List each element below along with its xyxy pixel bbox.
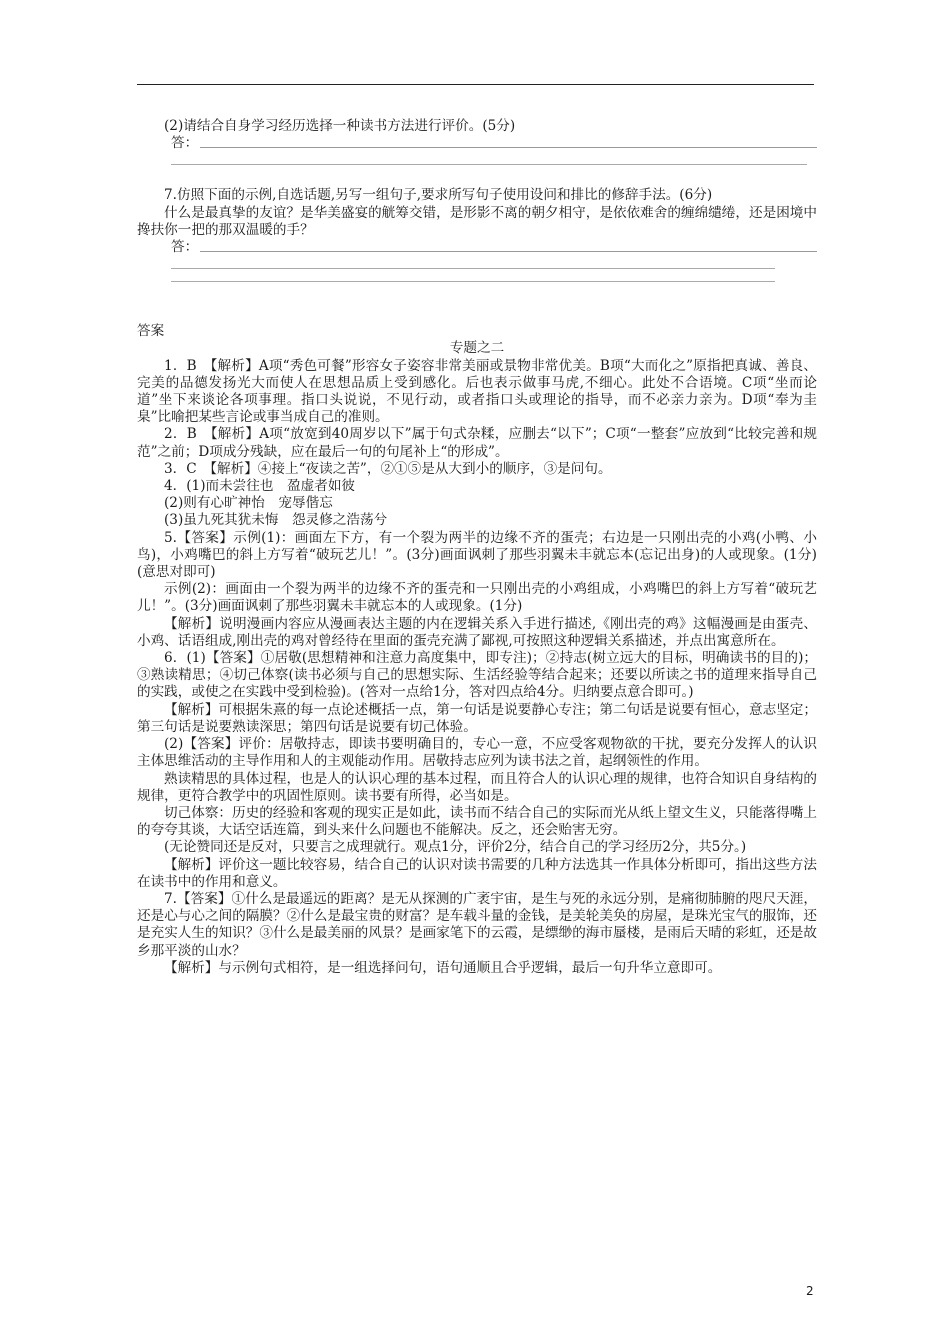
- page-number: 2: [806, 1284, 814, 1298]
- answer-5-example-2: 示例(2)：画面由一个裂为两半的边缘不齐的蛋壳和一只刚出壳的小鸡组成，小鸡嘴巴的斜上方写着“破玩艺儿！”。(3分)画面讽刺了那些羽翼未丰就忘本的人或现象。(1分): [137, 581, 817, 615]
- answer-underline: [200, 147, 817, 148]
- question-7-prompt: 7.仿照下面的示例,自选话题,另写一组句子,要求所写句子使用设问和排比的修辞手法。(6分): [164, 187, 713, 204]
- answer-1: 1．B 【解析】A项“秀色可餐”形容女子姿容非常美丽或景物非常优美。B项“大而化之”原指把真诚、善良、完美的品德发扬光大而使人在思想品质上受到感化。后也表示做事马虎,不细心。此处不合语境。C项“坐而论道”坐下来谈论各项事理。指口头说说，不见行动，或者指口头或理论的指导，而不必亲力亲为。D项“奉为圭臬”比喻把某些言论或事当成自己的准则。: [137, 357, 817, 426]
- answer-6-2-para-3: 切己体察：历史的经验和客观的现实正是如此，读书而不结合自己的实际而光从纸上望文生义，只能落得嘴上的夸夸其谈，大话空话连篇，到头来什么问题也不能解决。反之，还会贻害无穷。: [137, 804, 817, 839]
- answer-label: 答：: [171, 239, 199, 256]
- answer-blank-line[interactable]: [171, 269, 775, 282]
- answer-5-analysis: 【解析】说明漫画内容应从漫画表达主题的内在逻辑关系入手进行描述,《刚出壳的鸡》这幅漫画是由蛋壳、小鸡、话语组成,刚出壳的鸡对曾经待在里面的蛋壳充满了鄙视,可按照这种逻辑关系描述，并点出寓意所在。: [137, 615, 817, 649]
- answer-label: 答：: [171, 135, 199, 152]
- answers-subheading: 专题之二: [449, 340, 505, 357]
- answer-4-part-3: (3)虽九死其犹未悔 怨灵修之浩荡兮: [164, 512, 388, 529]
- answer-blank-line[interactable]: [171, 256, 775, 269]
- answer-2: 2．B 【解析】A项“放宽到40周岁以下”属于句式杂糅，应删去“以下”；C项“一整套”应放到“比较完善和规范”之前；D项成分残缺，应在最后一句的句尾补上“的形成”。: [137, 426, 817, 460]
- question-6-2-prompt: (2)请结合自身学习经历选择一种读书方法进行评价。(5分): [164, 118, 516, 134]
- document-page: [137, 118, 817, 977]
- answer-7-analysis: 【解析】与示例句式相符，是一组选择问句，语句通顺且合乎逻辑，最后一句升华立意即可。: [164, 959, 722, 976]
- answer-4-part-1: 4．(1)而未尝往也 盈虚者如彼: [164, 478, 356, 495]
- answer-4-part-2: (2)则有心旷神怡 宠辱偕忘: [164, 495, 333, 512]
- answer-6-2-analysis: 【解析】评价这一题比较容易，结合自己的认识对读书需要的几种方法选其一作具体分析即可，指出这些方法在读书中的作用和意义。: [137, 856, 817, 890]
- answers-heading: 答案: [137, 323, 165, 340]
- question-7-example: 什么是最真挚的友谊？是华美盛宴的觥筹交错，是形影不离的朝夕相守，是依依难舍的缠绵缱绻，还是困境中搀扶你一把的那双温暖的手？: [137, 204, 817, 238]
- top-rule: [137, 84, 814, 85]
- answer-5-example-1: 5.【答案】示例(1)：画面左下方，有一个裂为两半的边缘不齐的蛋壳；右边是一只刚出壳的小鸡(小鸭、小鸟)，小鸡嘴巴的斜上方写着“破玩艺儿！”。(3分)画面讽刺了那些羽翼未丰就忘本(忘记出身)的人或现象。(1分)(意思对即可): [137, 529, 817, 581]
- answer-6-2-scoring: (无论赞同还是反对，只要言之成理就行。观点1分，评价2分，结合自己的学习经历2分，共5分。): [164, 839, 747, 856]
- answer-6-2-para-2: 熟读精思的具体过程，也是人的认识心理的基本过程，而且符合人的认识心理的规律，也符合知识自身结构的规律，更符合教学中的巩固性原则。读书要有所得，必当如是。: [137, 770, 817, 804]
- question-6-2-answer-line[interactable]: [137, 135, 817, 152]
- answer-blank-line[interactable]: [171, 152, 807, 165]
- answer-underline: [200, 251, 817, 252]
- answer-6-1: 6．(1)【答案】①居敬(思想精神和注意力高度集中，即专注)；②持志(树立远大的目标，明确读书的目的)；③熟读精思；④切己体察(读书必须与自己的思想实际、生活经验等结合起来；还要以所读之书的道理来指导自己的实践，或使之在实践中受到检验)。(答对一点给1分，答对四点给4分。归纳要点意合即可。): [137, 650, 817, 701]
- question-7-answer-line[interactable]: [137, 239, 817, 256]
- answer-6-2: (2)【答案】评价：居敬持志，即读书要明确目的，专心一意，不应受客观物欲的干扰，要充分发挥人的认识主体思维活动的主导作用和人的主观能动作用。居敬持志应列为读书法之首，起纲领性的作用。: [137, 736, 817, 770]
- answer-3: 3．C 【解析】④接上“夜读之苦”，②①⑤是从大到小的顺序，③是问句。: [164, 460, 612, 477]
- answer-6-1-analysis: 【解析】可根据朱熹的每一点论述概括一点，第一句话是说要静心专注；第二句话是说要有恒心，意志坚定；第三句话是说要熟读深思；第四句话是说要有切己体验。: [137, 701, 817, 735]
- answer-7: 7.【答案】①什么是最遥远的距离？是无从探测的广袤宇宙，是生与死的永远分别，是痛彻肺腑的咫尺天涯，还是心与心之间的隔膜？②什么是最宝贵的财富？是车载斗量的金钱，是美轮美奂的房屋，是珠光宝气的服饰，还是充实人生的知识？③什么是最美丽的风景？是画家笔下的云霞，是缥缈的海市蜃楼，是雨后天晴的彩虹，还是故乡那平淡的山水？: [137, 890, 817, 959]
